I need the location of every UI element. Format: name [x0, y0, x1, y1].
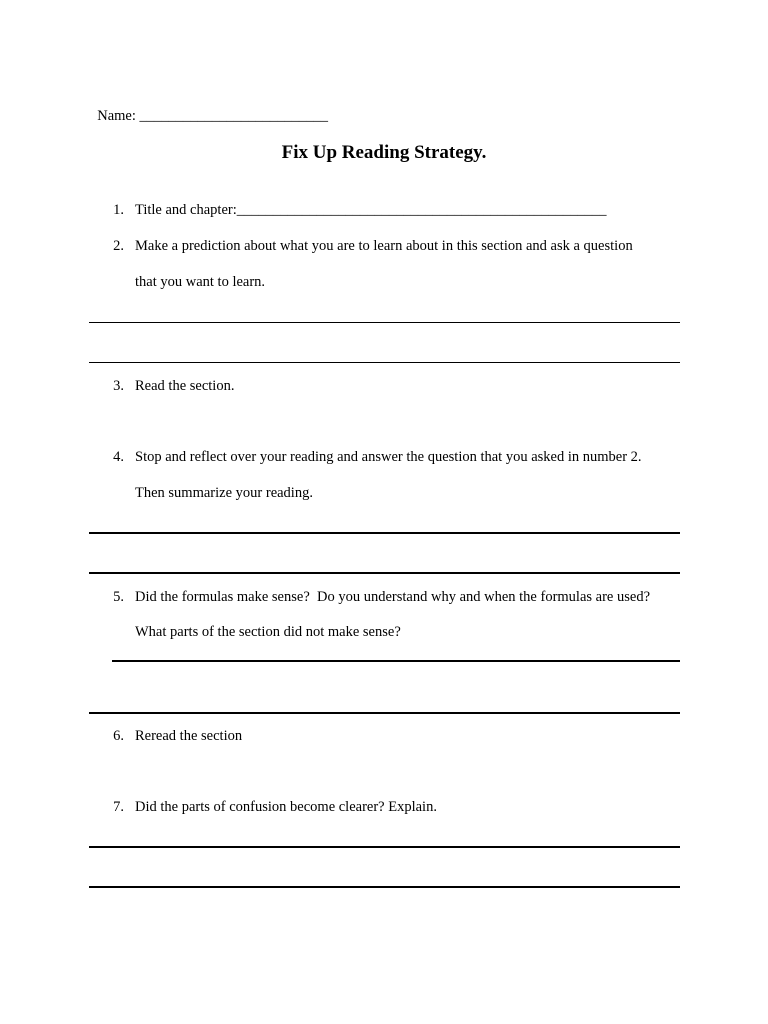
page-title: Fix Up Reading Strategy. — [281, 142, 487, 163]
answer-line-4a[interactable] — [89, 532, 680, 534]
answer-line-7b[interactable] — [89, 886, 680, 888]
item-2-number: 2. — [113, 238, 124, 254]
item-5-text-line-1: Did the formulas make sense? Do you understand why and when the formulas are used? — [135, 589, 651, 605]
answer-line-5b[interactable] — [89, 712, 680, 714]
item-2-text-line-2: that you want to learn. — [135, 274, 266, 290]
item-3-number: 3. — [113, 378, 124, 394]
item-2-text-line-1: Make a prediction about what you are to learn about in this section and ask a question — [135, 238, 633, 254]
answer-line-2b[interactable] — [89, 362, 680, 363]
item-4-number: 4. — [113, 449, 124, 465]
item-1-number: 1. — [113, 202, 124, 218]
answer-line-5a[interactable] — [112, 660, 680, 662]
item-5-text-line-2: What parts of the section did not make sense? — [135, 624, 401, 640]
item-6-text: Reread the section — [135, 728, 243, 744]
item-1-text: Title and chapter:___________________________________________________ — [135, 202, 607, 218]
answer-line-2a[interactable] — [89, 322, 680, 323]
item-4-text-line-1: Stop and reflect over your reading and answer the question that you asked in number 2. — [135, 449, 642, 465]
item-7-number: 7. — [113, 799, 124, 815]
name-blank[interactable]: __________________________ — [139, 107, 329, 124]
item-6-number: 6. — [113, 728, 124, 744]
item-3-text: Read the section. — [135, 378, 235, 394]
answer-line-4b[interactable] — [89, 572, 680, 574]
item-7-text: Did the parts of confusion become clearer? Explain. — [135, 799, 437, 815]
item-4-text-line-2: Then summarize your reading. — [135, 485, 313, 501]
item-5-number: 5. — [113, 589, 124, 605]
name-label — [90, 94, 328, 123]
name-label-text: Name: — [97, 107, 136, 124]
answer-line-7a[interactable] — [89, 846, 680, 848]
